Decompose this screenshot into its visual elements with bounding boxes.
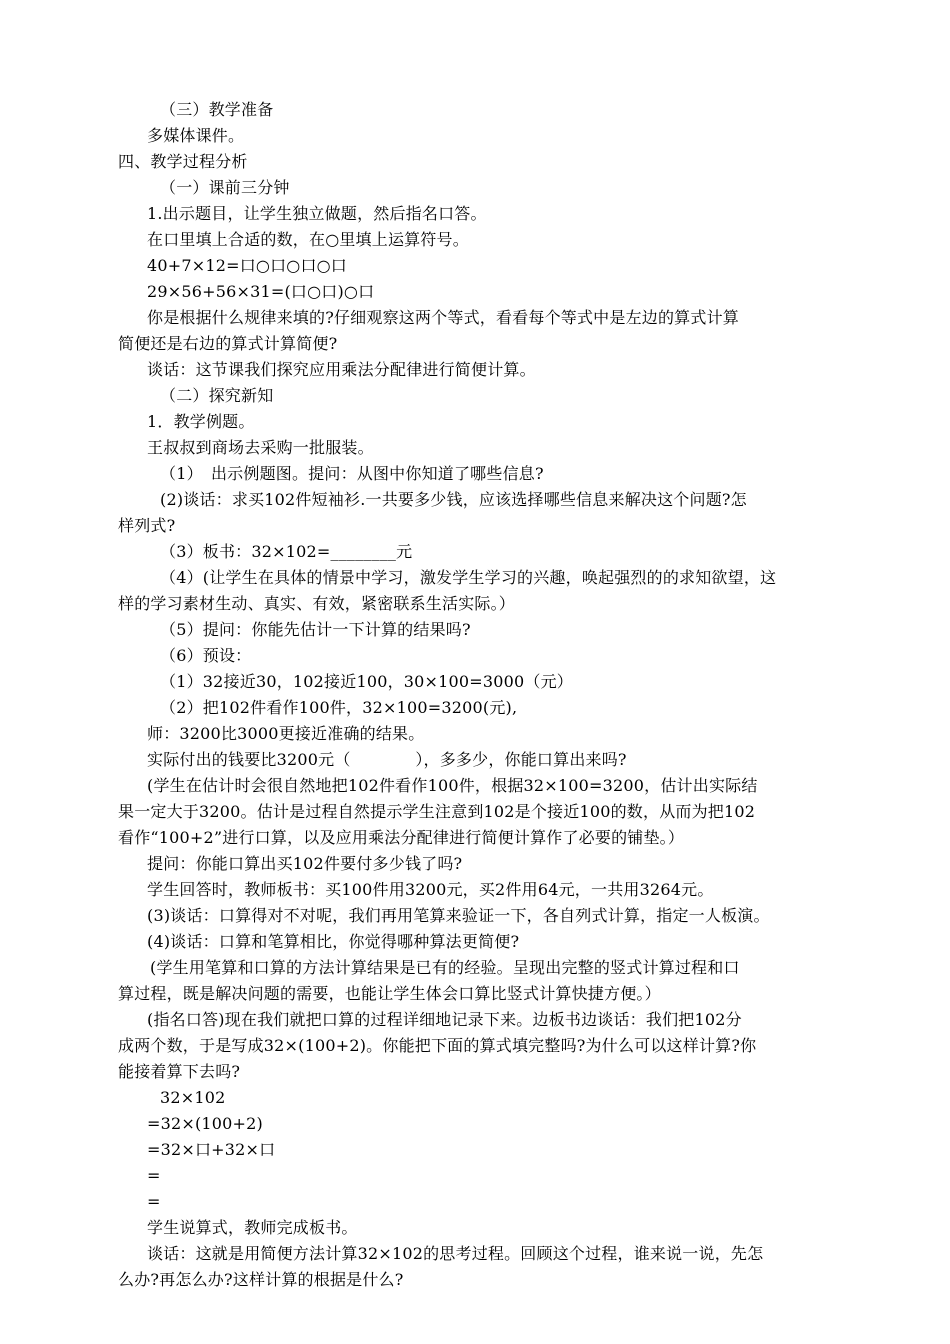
text-line: （6）预设： — [160, 646, 252, 665]
text-line: (指名口答)现在我们就把口算的过程详细地记录下来。边板书边谈话：我们把102分 — [147, 1010, 742, 1029]
text-line: 谈话：这节课我们探究应用乘法分配律进行简便计算。 — [147, 360, 536, 379]
text-line: 32×102 — [160, 1088, 226, 1107]
text-line: 能接着算下去吗? — [118, 1062, 241, 1081]
text-line: =32×(100+2) — [147, 1114, 263, 1133]
text-line: 提问：你能口算出买102件要付多少钱了吗? — [147, 854, 463, 873]
text-line: (3)谈话：口算得对不对呢，我们再用笔算来验证一下，各自列式计算，指定一人板演。 — [147, 906, 770, 925]
text-line: （4）(让学生在具体的情景中学习，激发学生学习的兴趣，唤起强烈的的求知欲望，这 — [160, 568, 777, 587]
text-line: 1.出示题目，让学生独立做题，然后指名口答。 — [147, 204, 487, 223]
text-line: (2)谈话：求买102件短袖衫.一共要多少钱，应该选择哪些信息来解决这个问题?怎 — [160, 490, 747, 509]
text-line: （1）32接近30，102接近100，30×100=3000（元） — [160, 672, 574, 691]
text-line: 学生回答时，教师板书：买100件用3200元，买2件用64元，一共用3264元。 — [147, 880, 714, 899]
text-line: (4)谈话：口算和笔算相比，你觉得哪种算法更简便? — [147, 932, 520, 951]
text-line: 40+7×12=口○口○口○口 — [147, 256, 348, 275]
text-line: 算过程，既是解决问题的需要，也能让学生体会口算比竖式计算快捷方便。） — [118, 984, 661, 1003]
text-line: 学生说算式，教师完成板书。 — [147, 1218, 358, 1237]
text-line: 简便还是右边的算式计算简便? — [118, 334, 338, 353]
text-line: 实际付出的钱要比3200元（ ），多多少，你能口算出来吗? — [147, 750, 627, 769]
text-line: = — [147, 1166, 161, 1185]
text-line: 王叔叔到商场去采购一批服装。 — [147, 438, 374, 457]
text-line: 多媒体课件。 — [147, 126, 245, 145]
text-line: 四、教学过程分析 — [118, 152, 248, 171]
text-line: = — [147, 1192, 161, 1211]
text-line: 样列式? — [118, 516, 176, 535]
text-line: （二）探究新知 — [160, 386, 274, 405]
text-line: 样的学习素材生动、真实、有效，紧密联系生活实际。） — [118, 594, 516, 613]
text-line: (学生在估计时会很自然地把102件看作100件，根据32×100=3200，估计出实际结 — [147, 776, 758, 795]
text-line: 谈话：这就是用简便方法计算32×102的思考过程。回顾这个过程，谁来说一说，先怎 — [147, 1244, 764, 1263]
text-line: =32×口+32×口 — [147, 1140, 276, 1159]
text-line: 你是根据什么规律来填的?仔细观察这两个等式，看看每个等式中是左边的算式计算 — [147, 308, 739, 327]
text-line: (学生用笔算和口算的方法计算结果是已有的经验。呈现出完整的竖式计算过程和口 — [150, 958, 740, 977]
text-line: （5）提问：你能先估计一下计算的结果吗? — [160, 620, 471, 639]
text-line: 看作“100+2”进行口算，以及应用乘法分配律进行简便计算作了必要的铺垫。） — [118, 828, 685, 847]
text-line: （3）板书：32×102=________元 — [160, 542, 413, 561]
text-line: （一）课前三分钟 — [160, 178, 290, 197]
text-line: （1） 出示例题图。提问：从图中你知道了哪些信息? — [160, 464, 544, 483]
text-line: 么办?再怎么办?这样计算的根据是什么? — [118, 1270, 404, 1289]
text-line: 1．教学例题。 — [147, 412, 255, 431]
text-line: 成两个数，于是写成32×(100+2)。你能把下面的算式填完整吗?为什么可以这样计算?你 — [118, 1036, 757, 1055]
text-line: 师：3200比3000更接近准确的结果。 — [147, 724, 425, 743]
text-line: 在口里填上合适的数，在○里填上运算符号。 — [147, 230, 469, 249]
text-line: （2）把102件看作100件，32×100=3200(元), — [160, 698, 518, 717]
text-line: （三）教学准备 — [160, 100, 274, 119]
text-line: 果一定大于3200。估计是过程自然提示学生注意到102是个接近100的数，从而为把102 — [118, 802, 756, 821]
text-line: 29×56+56×31=(口○口)○口 — [147, 282, 375, 301]
